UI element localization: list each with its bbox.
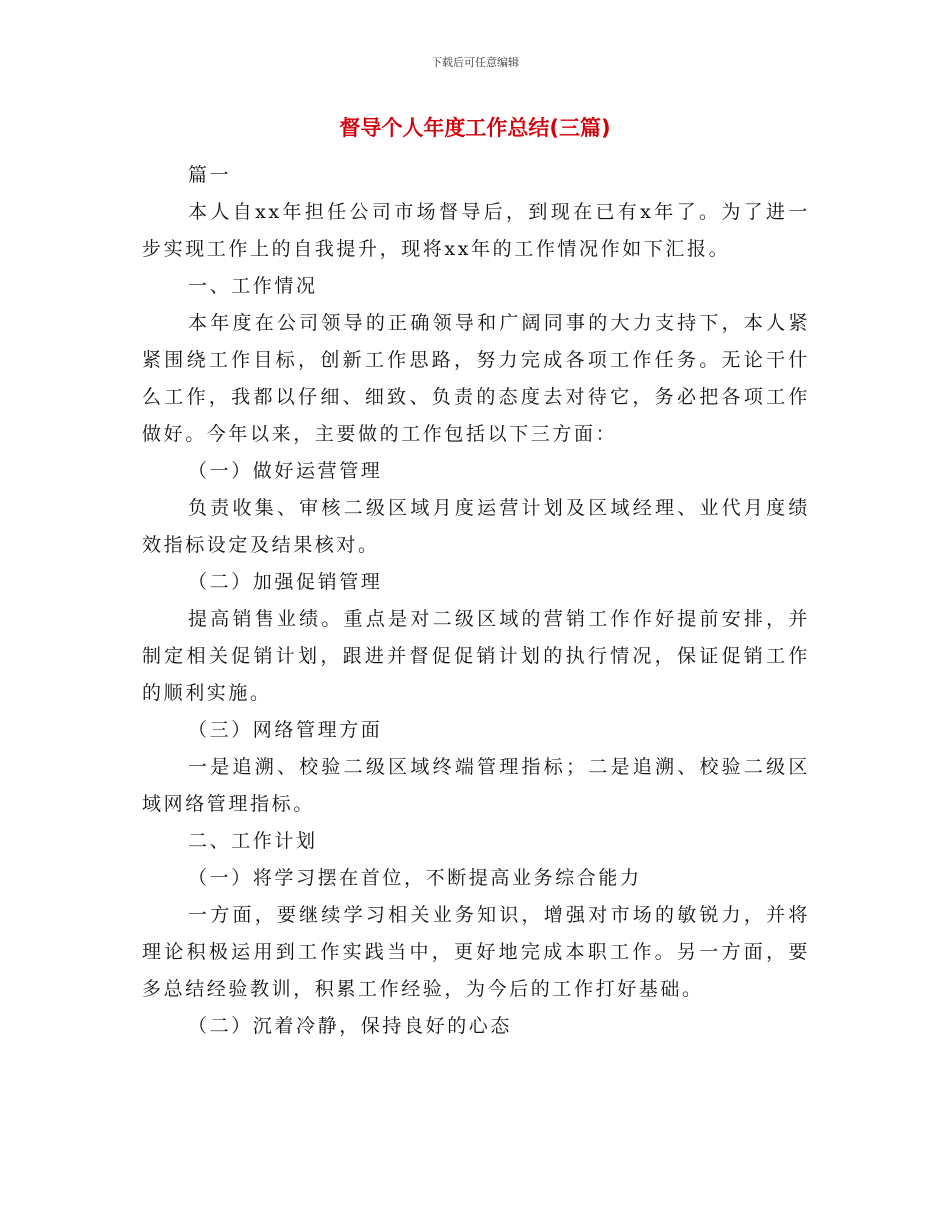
heading-work-plan: 二、工作计划 <box>188 830 318 852</box>
paragraph-work-status: 本年度在公司领导的正确领导和广阔同事的大力支持下，本人紧紧围绕工作目标，创新工作思路，努力完成各项工作任务。无论干什么工作，我都以仔细、细致、负责的态度去对待它，务必把各项工作做好。今年以来，主要做的工作包括以下三方面： <box>142 312 810 445</box>
paragraph-network: 一是追溯、校验二级区域终端管理指标；二是追溯、校验二级区域网络管理指标。 <box>142 756 810 815</box>
subheading-operations: （一）做好运营管理 <box>188 460 383 482</box>
subheading-promotion: （二）加强促销管理 <box>188 571 383 593</box>
document-body <box>142 157 810 1045</box>
subheading-learning: （一）将学习摆在首位，不断提高业务综合能力 <box>188 867 642 889</box>
paragraph-section-label: 篇一 <box>188 164 232 186</box>
subheading-network: （三）网络管理方面 <box>188 719 383 741</box>
paragraph-learning: 一方面，要继续学习相关业务知识，增强对市场的敏锐力，并将理论积极运用到工作实践当中，更好地完成本职工作。另一方面，要多总结经验教训，积累工作经验，为今后的工作打好基础。 <box>142 904 810 1000</box>
heading-work-status: 一、工作情况 <box>188 275 318 297</box>
paragraph-operations: 负责收集、审核二级区域月度运营计划及区域经理、业代月度绩效指标设定及结果核对。 <box>142 497 810 556</box>
paragraph-promotion: 提高销售业绩。重点是对二级区域的营销工作作好提前安排，并制定相关促销计划，跟进并督促促销计划的执行情况，保证促销工作的顺利实施。 <box>142 608 810 704</box>
subheading-mindset: （二）沉着冷静，保持良好的心态 <box>188 1015 513 1037</box>
header-note: 下载后可任意编辑 <box>431 56 519 69</box>
paragraph-intro: 本人自xx年担任公司市场督导后，到现在已有x年了。为了进一步实现工作上的自我提升，现将xx年的工作情况作如下汇报。 <box>142 201 810 260</box>
document-title: 督导个人年度工作总结(三篇) <box>339 116 611 140</box>
